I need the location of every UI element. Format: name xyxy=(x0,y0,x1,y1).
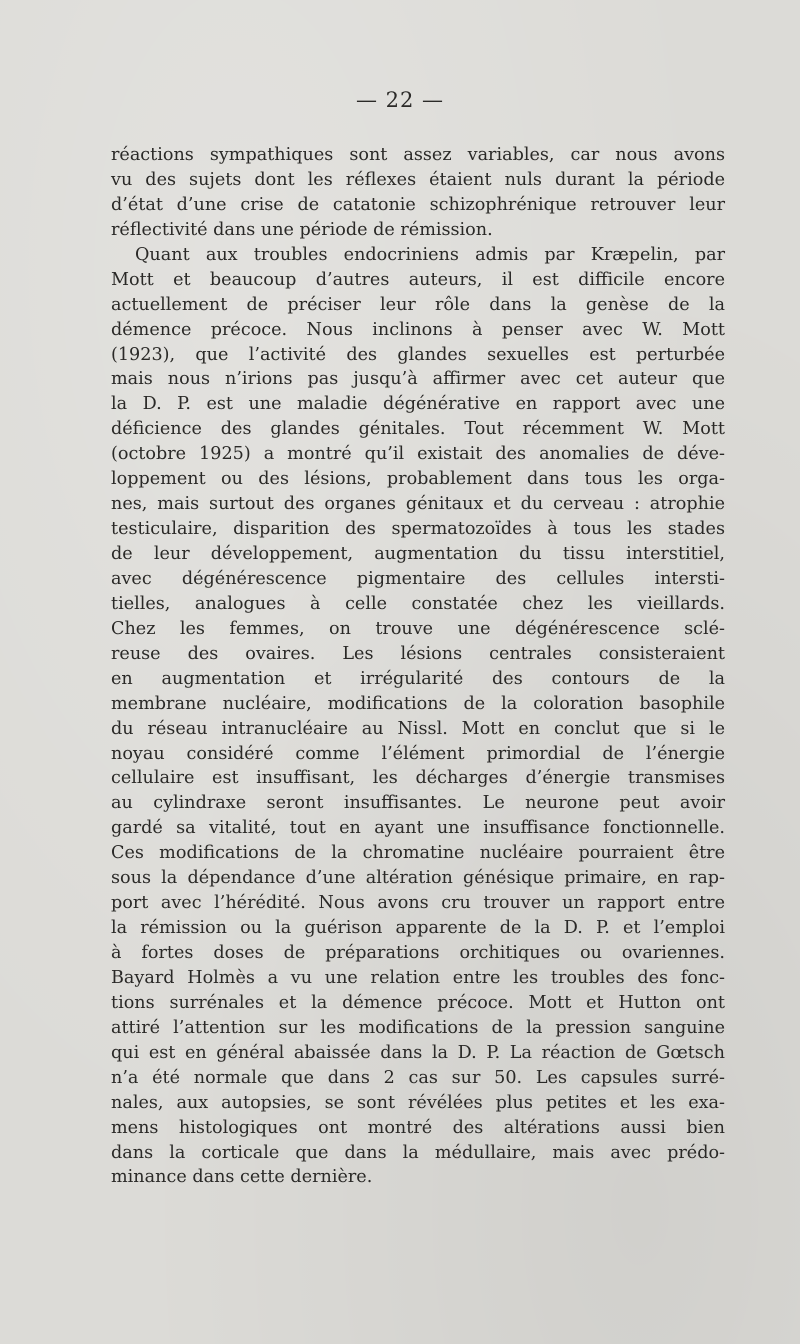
text-line: qui est en général abaissée dans la D. P. La réaction de Gœtsch xyxy=(111,1042,725,1063)
text-line: du réseau intranucléaire au Nissl. Mott en conclut que si le xyxy=(111,718,725,739)
text-line: n’a été normale que dans 2 cas sur 50. Les capsules surré- xyxy=(111,1067,725,1088)
text-line: mens histologiques ont montré des altérations aussi bien xyxy=(111,1117,725,1138)
text-line: de leur développement, augmentation du tissu interstitiel, xyxy=(111,544,725,564)
text-line: testiculaire, disparition des spermatozoïdes à tous les stades xyxy=(111,519,725,540)
text-line: la rémission ou la guérison apparente de la D. P. et l’emploi xyxy=(111,918,725,939)
text-line: Bayard Holmès a vu une relation entre les troubles des fonc- xyxy=(111,967,725,988)
text-line: dans la corticale que dans la médullaire, mais avec prédo- xyxy=(111,1142,725,1163)
page-number: — 22 — xyxy=(355,88,445,112)
text-line: Mott et beaucoup d’autres auteurs, il est difficile encore xyxy=(111,269,725,290)
text-line: attiré l’attention sur les modifications de la pression sanguine xyxy=(111,1017,725,1038)
text-line: déficience des glandes génitales. Tout récemment W. Mott xyxy=(111,419,725,440)
text-line: avec dégénérescence pigmentaire des cellules intersti- xyxy=(111,568,725,589)
text-line: (1923), que l’activité des glandes sexuelles est perturbée xyxy=(111,344,725,365)
text-line: (octobre 1925) a montré qu’il existait des anomalies de déve- xyxy=(111,444,725,465)
text-line: Quant aux troubles endocriniens admis par Kræpelin, par xyxy=(135,244,725,265)
text-line: sous la dépendance d’une altération génésique primaire, en rap- xyxy=(111,868,725,889)
text-line: actuellement de préciser leur rôle dans la genèse de la xyxy=(111,294,725,315)
text-line: nes, mais surtout des organes génitaux et du cerveau : atrophie xyxy=(111,494,725,515)
body-text xyxy=(111,143,725,1190)
text-line: port avec l’hérédité. Nous avons cru trouver un rapport entre xyxy=(111,893,725,914)
text-line: tions surrénales et la démence précoce. Mott et Hutton ont xyxy=(111,992,725,1013)
text-line: loppement ou des lésions, probablement dans tous les orga- xyxy=(111,469,725,490)
text-line: à fortes doses de préparations orchitiques ou ovariennes. xyxy=(111,943,725,963)
text-line: la D. P. est une maladie dégénérative en rapport avec une xyxy=(111,394,725,415)
text-line: minance dans cette dernière. xyxy=(111,1167,373,1188)
text-line: au cylindraxe seront insuffisantes. Le neurone peut avoir xyxy=(111,793,725,814)
text-line: Chez les femmes, on trouve une dégénérescence sclé- xyxy=(111,618,725,639)
text-line: nales, aux autopsies, se sont révélées plus petites et les exa- xyxy=(111,1092,725,1113)
text-line: réflectivité dans une période de rémission. xyxy=(111,219,493,240)
text-line: vu des sujets dont les réflexes étaient nuls durant la période xyxy=(111,169,725,190)
text-line: noyau considéré comme l’élément primordial de l’énergie xyxy=(111,743,725,764)
text-line: reuse des ovaires. Les lésions centrales consisteraient xyxy=(111,643,725,664)
text-line: en augmentation et irrégularité des contours de la xyxy=(111,668,725,689)
text-line: cellulaire est insuffisant, les décharges d’énergie transmises xyxy=(111,768,725,789)
text-line: réactions sympathiques sont assez variables, car nous avons xyxy=(111,145,725,165)
text-line: Ces modifications de la chromatine nucléaire pourraient être xyxy=(111,843,725,864)
text-line: tielles, analogues à celle constatée chez les vieillards. xyxy=(111,593,725,614)
text-line: gardé sa vitalité, tout en ayant une insuffisance fonctionnelle. xyxy=(111,818,725,839)
text-line: mais nous n’irions pas jusqu’à affirmer avec cet auteur que xyxy=(111,369,725,390)
text-line: d’état d’une crise de catatonie schizophrénique retrouver leur xyxy=(111,194,725,215)
text-line: démence précoce. Nous inclinons à penser avec W. Mott xyxy=(111,319,725,340)
text-line: membrane nucléaire, modifications de la coloration basophile xyxy=(111,693,725,714)
